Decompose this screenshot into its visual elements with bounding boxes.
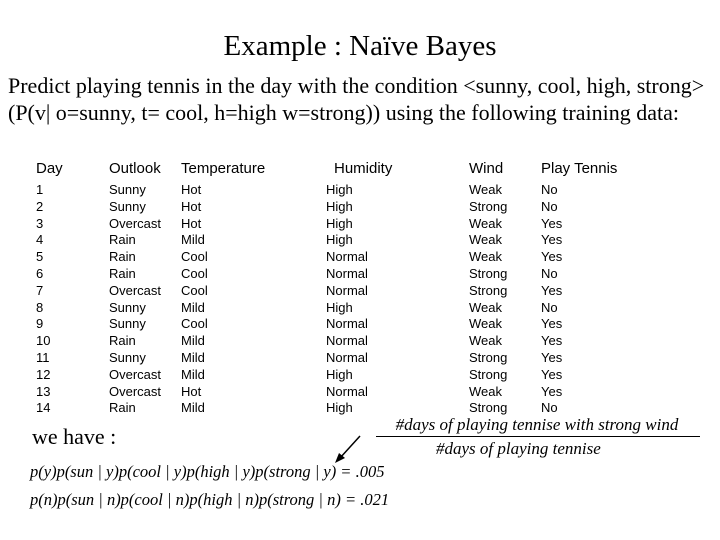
table-cell: Cool <box>181 282 208 298</box>
table-cell: Rain <box>109 232 136 248</box>
table-cell: Yes <box>541 316 563 332</box>
table-cell: Yes <box>541 349 563 365</box>
arrow-icon <box>330 432 370 466</box>
table-cell: Weak <box>469 215 502 231</box>
table-row <box>0 333 720 350</box>
table-cell: 1 <box>36 182 44 197</box>
table-cell: No <box>541 299 558 315</box>
strong-wind-fraction <box>374 414 700 461</box>
table-cell: 13 <box>36 383 51 399</box>
table-cell: Yes <box>541 232 563 248</box>
table-row <box>0 384 720 401</box>
table-row <box>0 367 720 384</box>
table-cell: Strong <box>469 366 508 382</box>
table-cell: Overcast <box>109 366 162 382</box>
table-cell: Cool <box>181 316 208 332</box>
table-cell: Strong <box>469 349 508 365</box>
table-cell: 5 <box>36 249 44 265</box>
table-cell: 2 <box>36 198 44 214</box>
table-cell: Rain <box>109 400 136 416</box>
table-cell: Sunny <box>109 198 146 214</box>
table-cell: Normal <box>326 349 368 365</box>
table-cell: No <box>541 400 558 416</box>
header-day: Day <box>36 160 63 177</box>
table-cell: Overcast <box>109 383 162 399</box>
table-cell: High <box>326 198 353 214</box>
table-cell: Hot <box>181 383 202 399</box>
table-cell: Cool <box>181 265 208 281</box>
table-cell: Yes <box>541 366 563 382</box>
table-cell: Weak <box>469 232 502 248</box>
table-cell: Normal <box>326 249 368 265</box>
table-row <box>0 216 720 233</box>
training-data-table <box>0 160 720 417</box>
table-cell: Sunny <box>109 182 146 197</box>
table-cell: No <box>541 182 558 197</box>
fraction-numerator: #days of playing tennise with strong wind <box>395 415 679 434</box>
table-cell: Yes <box>541 215 563 231</box>
table-cell: 6 <box>36 265 44 281</box>
intro-text: Predict playing tennis in the day with the condition <sunny, cool, high, strong> (P(v| o=sunny, t= cool, h=high w=strong)) using the following training data: <box>8 73 705 125</box>
table-cell: Normal <box>326 316 368 332</box>
table-cell: Sunny <box>109 299 146 315</box>
table-cell: 10 <box>36 333 51 349</box>
table-cell: 7 <box>36 282 44 298</box>
table-cell: Weak <box>469 333 502 349</box>
table-cell: Mild <box>181 366 205 382</box>
table-cell: Rain <box>109 265 136 281</box>
table-row <box>0 283 720 300</box>
table-cell: Strong <box>469 265 508 281</box>
table-cell: Rain <box>109 333 136 349</box>
header-play-tennis: Play Tennis <box>541 160 618 177</box>
table-cell: Strong <box>469 282 508 298</box>
header-humidity: Humidity <box>334 160 393 177</box>
we-have-label: we have : <box>32 424 117 449</box>
table-header <box>0 160 720 182</box>
table-cell: High <box>326 366 353 382</box>
table-cell: Normal <box>326 333 368 349</box>
table-cell: 3 <box>36 215 44 231</box>
table-cell: Yes <box>541 383 563 399</box>
table-cell: High <box>326 232 353 248</box>
table-row <box>0 199 720 216</box>
header-outlook: Outlook <box>109 160 161 177</box>
table-cell: 11 <box>36 349 50 365</box>
table-cell: Normal <box>326 282 368 298</box>
table-cell: No <box>541 265 558 281</box>
table-cell: No <box>541 198 558 214</box>
table-cell: Overcast <box>109 215 162 231</box>
table-cell: Mild <box>181 299 205 315</box>
table-cell: Hot <box>181 182 202 197</box>
table-cell: Weak <box>469 299 502 315</box>
table-cell: 9 <box>36 316 44 332</box>
table-cell: Mild <box>181 333 205 349</box>
table-cell: High <box>326 299 353 315</box>
table-body <box>0 182 720 417</box>
table-row <box>0 249 720 266</box>
table-cell: Yes <box>541 333 563 349</box>
table-cell: Yes <box>541 282 563 298</box>
formula-yes: p(y)p(sun | y)p(cool | y)p(high | y)p(strong | y) = .005 <box>30 462 385 481</box>
table-cell: High <box>326 400 353 416</box>
table-cell: Yes <box>541 249 563 265</box>
table-row <box>0 266 720 283</box>
table-row <box>0 182 720 199</box>
table-cell: Mild <box>181 232 205 248</box>
table-cell: High <box>326 182 353 197</box>
table-cell: Sunny <box>109 349 146 365</box>
table-cell: Overcast <box>109 282 162 298</box>
table-cell: Weak <box>469 383 502 399</box>
table-cell: Normal <box>326 383 368 399</box>
table-cell: Hot <box>181 215 202 231</box>
header-wind: Wind <box>469 160 504 177</box>
fraction-denominator: #days of playing tennise <box>436 439 601 458</box>
table-cell: Weak <box>469 249 502 265</box>
table-cell: Normal <box>326 265 368 281</box>
table-cell: 14 <box>36 400 51 416</box>
table-cell: Mild <box>181 400 205 416</box>
formula-no: p(n)p(sun | n)p(cool | n)p(high | n)p(strong | n) = .021 <box>30 490 390 509</box>
table-cell: Mild <box>181 349 205 365</box>
table-cell: Cool <box>181 249 208 265</box>
table-cell: Strong <box>469 198 508 214</box>
table-cell: 12 <box>36 366 51 382</box>
slide-title: Example : Naïve Bayes <box>223 30 497 62</box>
table-cell: High <box>326 215 353 231</box>
table-row <box>0 232 720 249</box>
table-cell: Weak <box>469 182 502 197</box>
table-row <box>0 300 720 317</box>
table-cell: 4 <box>36 232 44 248</box>
table-row <box>0 316 720 333</box>
table-cell: Hot <box>181 198 202 214</box>
table-cell: Strong <box>469 400 508 416</box>
header-temperature: Temperature <box>181 160 266 177</box>
table-cell: Rain <box>109 249 136 265</box>
table-cell: Sunny <box>109 316 146 332</box>
table-row <box>0 350 720 367</box>
table-cell: Weak <box>469 316 502 332</box>
table-cell: 8 <box>36 299 44 315</box>
